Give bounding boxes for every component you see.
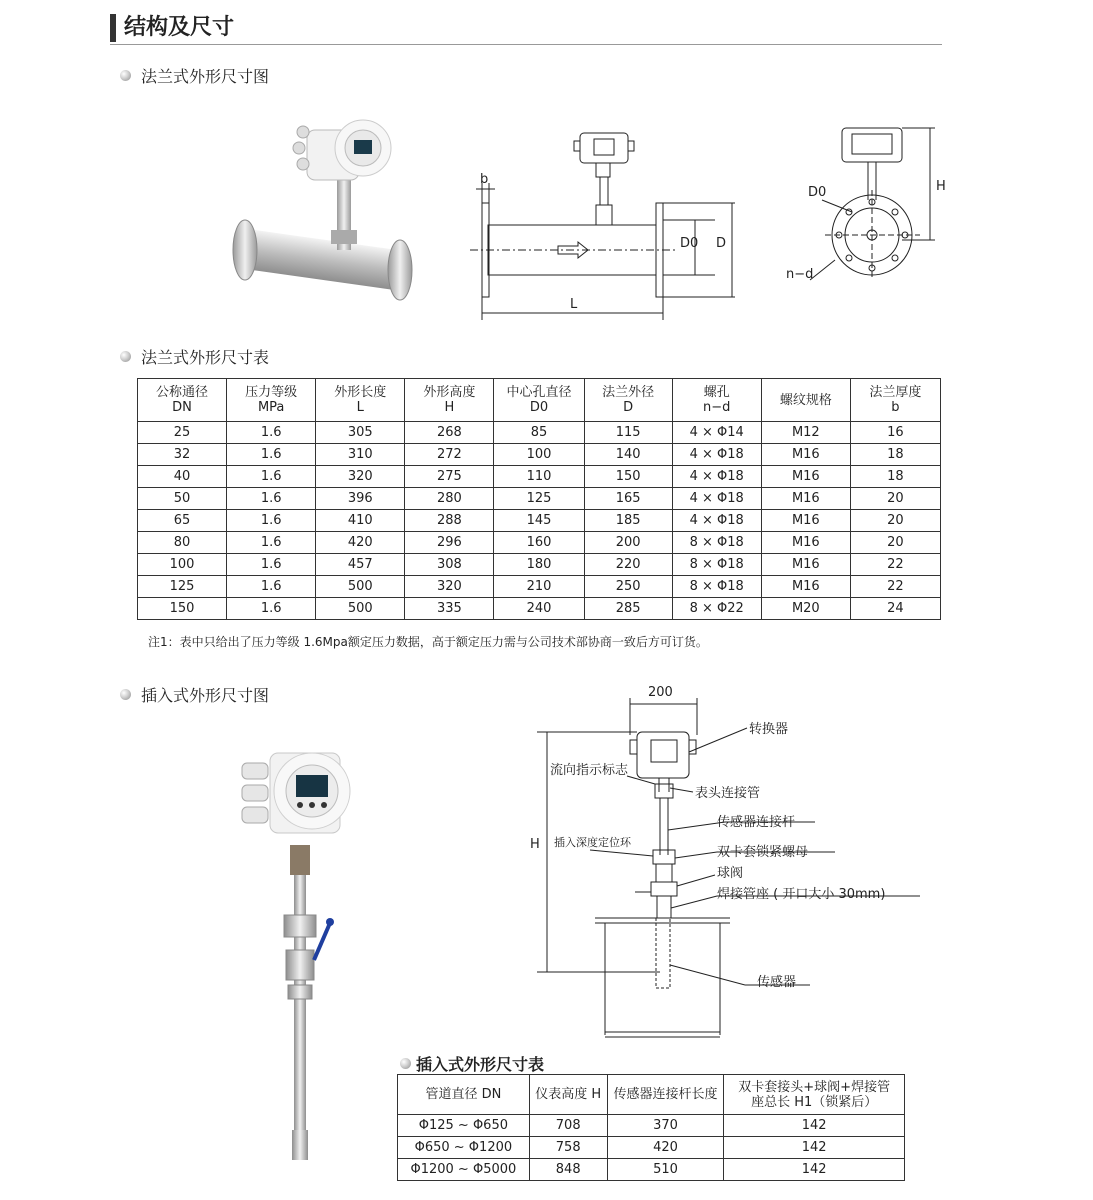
cell: 250	[584, 576, 672, 598]
table-row	[398, 1159, 905, 1181]
label-lock-nut: 双卡套锁紧螺母	[717, 845, 809, 860]
header-cell: 螺孔 n−d	[672, 379, 761, 422]
header-cell: 仪表高度 H	[529, 1075, 607, 1115]
header-cell: 法兰厚度 b	[850, 379, 940, 422]
cell: 40	[138, 466, 227, 488]
cell: 1.6	[227, 576, 316, 598]
cell: 1.6	[227, 554, 316, 576]
cell: 240	[494, 598, 584, 620]
section-insert-drawing-title	[120, 683, 269, 706]
cell: 4 × Φ18	[672, 466, 761, 488]
label-depth-ring: 插入深度定位环	[554, 836, 631, 849]
cell: 305	[316, 422, 405, 444]
table-row	[138, 422, 941, 444]
dim-200-label: 200	[648, 685, 673, 700]
cell: 115	[584, 422, 672, 444]
cell: 8 × Φ18	[672, 554, 761, 576]
cell: 1.6	[227, 510, 316, 532]
cell: 150	[584, 466, 672, 488]
flange-end-view-drawing	[770, 120, 950, 295]
cell: 8 × Φ18	[672, 532, 761, 554]
bullet-icon	[120, 351, 131, 362]
cell: 1.6	[227, 532, 316, 554]
insertion-meter-photo	[230, 735, 370, 1160]
cell: 125	[138, 576, 227, 598]
cell: 22	[850, 576, 940, 598]
header-accent-bar	[110, 14, 116, 42]
dim-b-label: b	[480, 172, 489, 187]
table-header-row	[138, 379, 941, 422]
cell: 285	[584, 598, 672, 620]
cell: 288	[405, 510, 494, 532]
header-cell: 管道直径 DN	[398, 1075, 530, 1115]
label-sensor-rod: 传感器连接杆	[717, 815, 796, 830]
cell: 125	[494, 488, 584, 510]
cell: 20	[850, 510, 940, 532]
insertion-dimension-table	[397, 1074, 905, 1181]
header-cell: 传感器连接杆长度	[607, 1075, 724, 1115]
section-label: 法兰式外形尺寸图	[141, 67, 270, 86]
cell: M16	[761, 466, 850, 488]
dim-H-label: H	[936, 179, 946, 194]
cell: 25	[138, 422, 227, 444]
cell: 708	[529, 1115, 607, 1137]
cell: M16	[761, 510, 850, 532]
cell: Φ650 ~ Φ1200	[398, 1137, 530, 1159]
cell: 500	[316, 598, 405, 620]
table-header-row	[398, 1075, 905, 1115]
bullet-icon	[120, 689, 131, 700]
cell: 185	[584, 510, 672, 532]
section-label: 插入式外形尺寸表	[416, 1055, 545, 1074]
cell: 4 × Φ18	[672, 488, 761, 510]
cell: 110	[494, 466, 584, 488]
cell: 65	[138, 510, 227, 532]
cell: 420	[607, 1137, 724, 1159]
cell: 420	[316, 532, 405, 554]
cell: 160	[494, 532, 584, 554]
cell: 145	[494, 510, 584, 532]
dim-D0-label: D0	[680, 236, 699, 251]
table-row	[138, 576, 941, 598]
table-row	[138, 532, 941, 554]
section-label: 插入式外形尺寸图	[141, 686, 270, 705]
cell: 80	[138, 532, 227, 554]
dim-nd-label: n−d	[786, 267, 814, 282]
cell: M16	[761, 532, 850, 554]
cell: 24	[850, 598, 940, 620]
cell: 100	[138, 554, 227, 576]
cell: M12	[761, 422, 850, 444]
dim-D-label: D	[716, 236, 727, 251]
cell: 22	[850, 554, 940, 576]
flange-side-view-drawing	[470, 125, 750, 325]
cell: 320	[316, 466, 405, 488]
table-row	[398, 1137, 905, 1159]
cell: 370	[607, 1115, 724, 1137]
cell: 1.6	[227, 466, 316, 488]
cell: M16	[761, 554, 850, 576]
cell: 1.6	[227, 444, 316, 466]
cell: Φ1200 ~ Φ5000	[398, 1159, 530, 1181]
cell: 32	[138, 444, 227, 466]
table-row	[138, 488, 941, 510]
cell: 142	[724, 1115, 905, 1137]
label-ball-valve: 球阀	[717, 866, 744, 881]
cell: M16	[761, 488, 850, 510]
cell: M20	[761, 598, 850, 620]
cell: 1.6	[227, 488, 316, 510]
section-flange-table-title	[120, 345, 269, 368]
cell: 268	[405, 422, 494, 444]
cell: 140	[584, 444, 672, 466]
cell: 142	[724, 1159, 905, 1181]
cell: 280	[405, 488, 494, 510]
cell: 296	[405, 532, 494, 554]
cell: M16	[761, 576, 850, 598]
table-row	[138, 554, 941, 576]
table-row	[138, 510, 941, 532]
cell: 4 × Φ18	[672, 510, 761, 532]
cell: 150	[138, 598, 227, 620]
cell: 180	[494, 554, 584, 576]
cell: 396	[316, 488, 405, 510]
flange-dimension-table	[137, 378, 941, 620]
label-weld-base: 焊接管座 ( 开口大小 30mm)	[717, 887, 886, 902]
cell: 310	[316, 444, 405, 466]
cell: 200	[584, 532, 672, 554]
cell: M16	[761, 444, 850, 466]
insertion-schematic-drawing	[525, 680, 925, 1050]
table-note: 注1：表中只给出了压力等级 1.6Mpa额定压力数据，高于额定压力需与公司技术部协商一致后方可订货。	[148, 635, 708, 649]
cell: 308	[405, 554, 494, 576]
label-sensor: 传感器	[757, 975, 797, 990]
header-cell: 外形长度 L	[316, 379, 405, 422]
cell: 50	[138, 488, 227, 510]
cell: 8 × Φ18	[672, 576, 761, 598]
cell: 500	[316, 576, 405, 598]
header-cell: 公称通径 DN	[138, 379, 227, 422]
cell: 100	[494, 444, 584, 466]
table-row	[398, 1115, 905, 1137]
cell: 335	[405, 598, 494, 620]
header-cell: 螺纹规格	[761, 379, 850, 422]
header-cell: 外形高度 H	[405, 379, 494, 422]
table-row	[138, 444, 941, 466]
cell: 457	[316, 554, 405, 576]
cell: 85	[494, 422, 584, 444]
cell: 210	[494, 576, 584, 598]
section-insert-table-title	[400, 1052, 544, 1075]
bullet-icon	[400, 1058, 411, 1069]
cell: 16	[850, 422, 940, 444]
label-flow-mark: 流向指示标志	[550, 763, 629, 778]
cell: 272	[405, 444, 494, 466]
section-label: 法兰式外形尺寸表	[141, 348, 270, 367]
cell: 510	[607, 1159, 724, 1181]
cell: 410	[316, 510, 405, 532]
cell: 848	[529, 1159, 607, 1181]
cell: 220	[584, 554, 672, 576]
label-head-pipe: 表头连接管	[695, 786, 761, 801]
cell: 758	[529, 1137, 607, 1159]
bullet-icon	[120, 70, 131, 81]
cell: 20	[850, 532, 940, 554]
dim-H-insert-label: H	[530, 837, 540, 852]
cell: 275	[405, 466, 494, 488]
cell: Φ125 ~ Φ650	[398, 1115, 530, 1137]
cell: 4 × Φ18	[672, 444, 761, 466]
cell: 320	[405, 576, 494, 598]
cell: 1.6	[227, 422, 316, 444]
cell: 18	[850, 444, 940, 466]
cell: 165	[584, 488, 672, 510]
header-cell: 压力等级 MPa	[227, 379, 316, 422]
cell: 1.6	[227, 598, 316, 620]
cell: 20	[850, 488, 940, 510]
cell: 142	[724, 1137, 905, 1159]
cell: 18	[850, 466, 940, 488]
cell: 4 × Φ14	[672, 422, 761, 444]
header-divider	[110, 44, 942, 45]
flange-meter-photo	[225, 110, 420, 320]
header-cell: 双卡套接头+球阀+焊接管 座总长 H1（锁紧后）	[724, 1075, 905, 1115]
cell: 8 × Φ22	[672, 598, 761, 620]
dim-L-label: L	[570, 297, 578, 312]
dim-D0-side-label: D0	[808, 185, 827, 200]
section-flange-drawing-title	[120, 64, 269, 87]
table-row	[138, 598, 941, 620]
header-cell: 中心孔直径 D0	[494, 379, 584, 422]
table-row	[138, 466, 941, 488]
header-cell: 法兰外径 D	[584, 379, 672, 422]
label-converter: 转换器	[749, 722, 789, 737]
page-title: 结构及尺寸	[124, 15, 235, 40]
